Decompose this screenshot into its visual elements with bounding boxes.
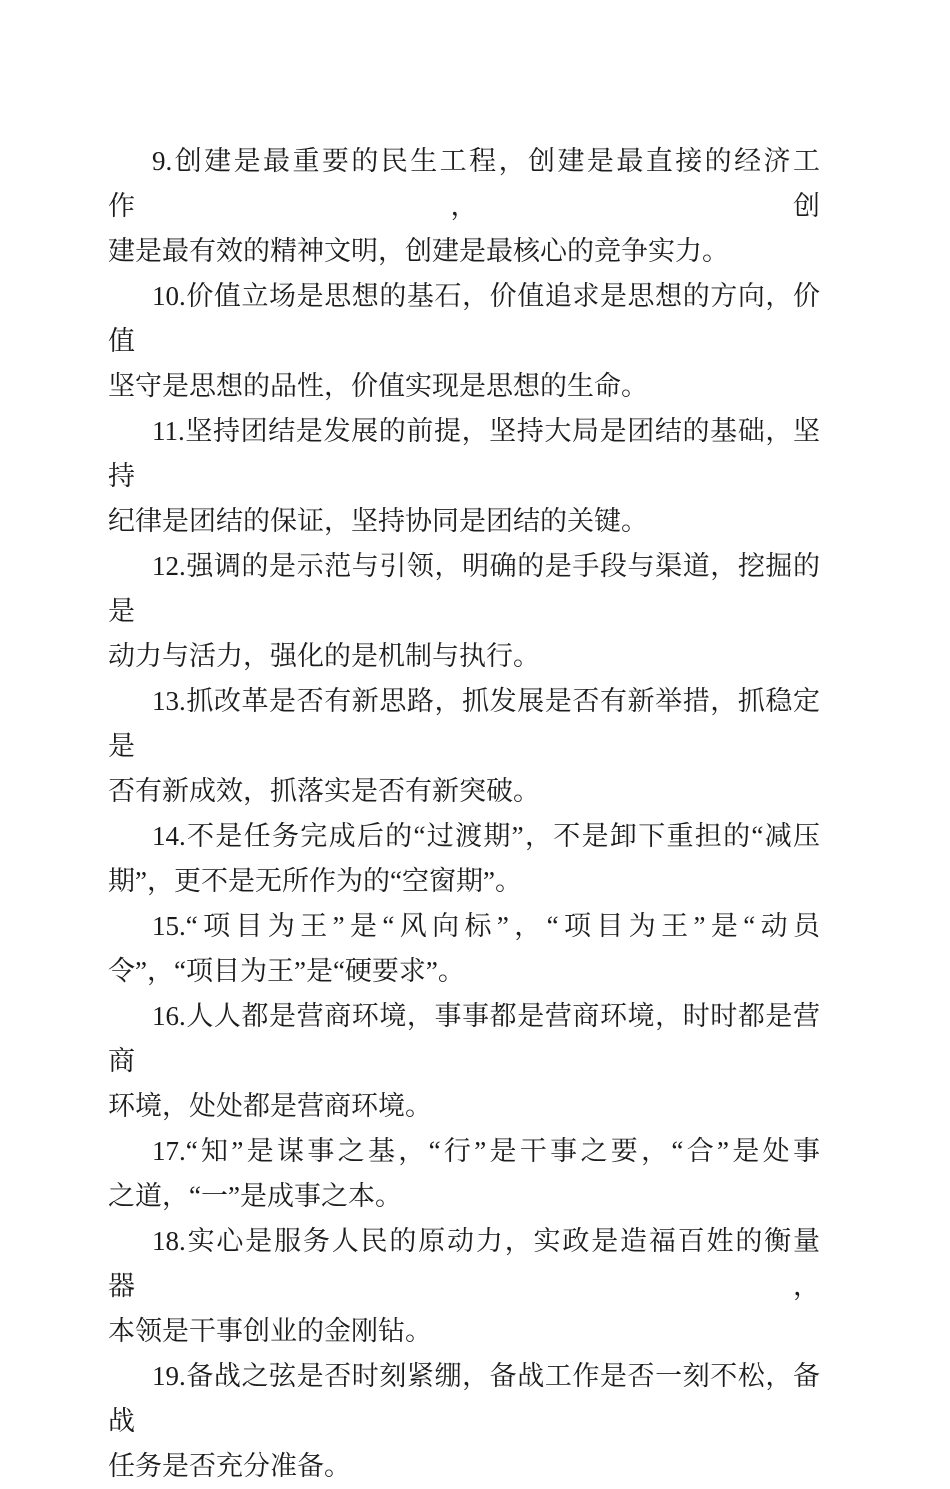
list-item-17	[108, 1129, 820, 1219]
list-item-17-line-1: 17.“知”是谋事之基，“行”是干事之要，“合”是处事	[152, 1136, 820, 1166]
list-item-12-line-2: 动力与活力，强化的是机制与执行。	[108, 641, 540, 671]
list-item-11-line-1: 11.坚持团结是发展的前提，坚持大局是团结的基础，坚持	[108, 416, 820, 491]
list-item-13-line-2: 否有新成效，抓落实是否有新突破。	[108, 776, 540, 806]
list-item-10-line-2: 坚守是思想的品性，价值实现是思想的生命。	[108, 371, 648, 401]
list-item-16-line-2: 环境，处处都是营商环境。	[108, 1091, 432, 1121]
list-item-18	[108, 1219, 820, 1354]
list-item-11	[108, 409, 820, 544]
list-item-17-line-2: 之道，“一”是成事之本。	[108, 1181, 402, 1211]
list-item-18-line-2: 本领是干事创业的金刚钻。	[108, 1316, 432, 1346]
list-item-9	[108, 139, 820, 274]
list-item-15-line-2: 令”，“项目为王”是“硬要求”。	[108, 956, 465, 986]
list-item-16	[108, 994, 820, 1129]
list-item-19-line-2: 任务是否充分准备。	[108, 1451, 351, 1481]
list-item-12	[108, 544, 820, 679]
list-item-13-line-1: 13.抓改革是否有新思路，抓发展是否有新举措，抓稳定是	[108, 686, 820, 761]
list-item-14	[108, 814, 820, 904]
list-item-18-line-1: 18.实心是服务人民的原动力，实政是造福百姓的衡量器，	[108, 1226, 820, 1301]
list-item-10	[108, 274, 820, 409]
document-body	[108, 139, 820, 1489]
list-item-9-line-1: 9.创建是最重要的民生工程，创建是最直接的经济工作，创	[108, 146, 820, 221]
list-item-14-line-1: 14.不是任务完成后的“过渡期”，不是卸下重担的“减压	[152, 821, 820, 851]
list-item-19	[108, 1354, 820, 1489]
list-item-10-line-1: 10.价值立场是思想的基石，价值追求是思想的方向，价值	[108, 281, 820, 356]
list-item-12-line-1: 12.强调的是示范与引领，明确的是手段与渠道，挖掘的是	[108, 551, 820, 626]
list-item-13	[108, 679, 820, 814]
list-item-14-line-2: 期”，更不是无所作为的“空窗期”。	[108, 866, 522, 896]
list-item-19-line-1: 19.备战之弦是否时刻紧绷，备战工作是否一刻不松，备战	[108, 1361, 820, 1436]
list-item-15	[108, 904, 820, 994]
list-item-11-line-2: 纪律是团结的保证，坚持协同是团结的关键。	[108, 506, 648, 536]
list-item-15-line-1: 15.“项目为王”是“风向标”，“项目为王”是“动员	[152, 911, 820, 941]
list-item-9-line-2: 建是最有效的精神文明，创建是最核心的竞争实力。	[108, 236, 729, 266]
list-item-16-line-1: 16.人人都是营商环境，事事都是营商环境，时时都是营商	[108, 1001, 820, 1076]
